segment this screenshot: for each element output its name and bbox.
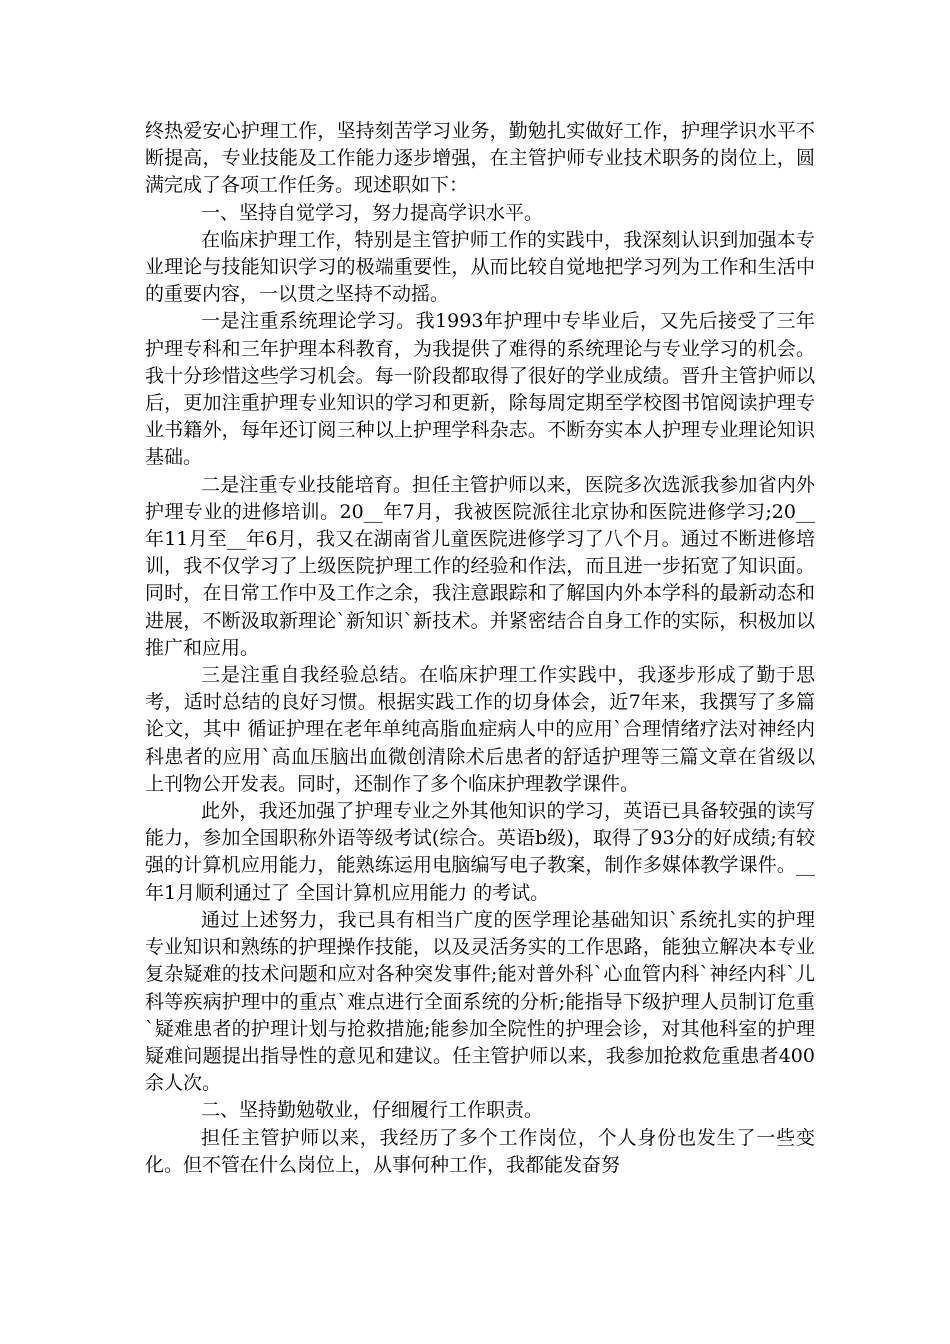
paragraph-experience-summary: 三是注重自我经验总结。在临床护理工作实践中，我逐步形成了勤于思考，适时总结的良好习惯。根据实践工作的切身体会，近7年来，我撰写了多篇论文，其中 循证护理在老年单纯高脂血症病人中的应用`合理情绪疗法对神经内科患者的应用`高血压脑出血微创清除术后患者的舒适护理等三篇文章在省级以上刊物公开发表。同时，还制作了多个临床护理教学课件。 [145,664,815,795]
paragraph-positions: 担任主管护师以来，我经历了多个工作岗位，个人身份也发生了一些变化。但不管在什么岗位上，从事何种工作，我都能发奋努 [145,1126,815,1176]
document-page [145,118,815,1179]
paragraph-study-importance: 在临床护理工作，特别是主管护师工作的实践中，我深刻认识到加强本专业理论与技能知识学习的极端重要性，从而比较自觉地把学习列为工作和生活中的重要内容，一以贯之坚持不动摇。 [145,228,815,306]
paragraph-achievements: 通过上述努力，我已具有相当广度的医学理论基础知识`系统扎实的护理专业知识和熟练的护理操作技能，以及灵活务实的工作思路，能独立解决本专业复杂疑难的技术问题和应对各种突发事件;能对普外科`心血管内科`神经内科`儿科等疾病护理中的重点`难点进行全面系统的分析;能指导下级护理人员制订危重`疑难患者的护理计划与抢救措施;能参加全院性的护理会诊，对其他科室的护理疑难问题提出指导性的意见和建议。任主管护师以来，我参加抢救危重患者400余人次。 [145,908,815,1095]
section-heading-diligence: 二、坚持勤勉敬业，仔细履行工作职责。 [201,1099,544,1122]
paragraph-theory-learning: 一是注重系统理论学习。我1993年护理中专毕业后，又先后接受了三年护理专科和三年护理本科教育，为我提供了难得的系统理论与专业学习的机会。我十分珍惜这些学习机会。每一阶段都取得了很好的学业成绩。晋升主管护师以后，更加注重护理专业知识的学习和更新，除每周定期至学校图书馆阅读护理专业书籍外，每年还订阅三种以上护理学科杂志。不断夯实本人护理专业理论知识基础。 [145,310,815,469]
section-heading-study: 一、坚持自觉学习，努力提高学识水平。 [201,201,544,224]
paragraph-skill-training: 二是注重专业技能培育。担任主管护师以来，医院多次选派我参加省内外护理专业的进修培训。20__年7月，我被医院派往北京协和医院进修学习;20__年11月至__年6月，我又在湖南省儿童医院进修学习了八个月。通过不断进修培训，我不仅学习了上级医院护理工作的经验和作法，而且进一步拓宽了知识面。同时，在日常工作中及工作之余，我注意跟踪和了解国内外本学科的最新动态和进展，不断汲取新理论`新知识`新技术。并紧密结合自身工作的实际，积极加以推广和应用。 [145,473,815,659]
paragraph-intro: 终热爱安心护理工作，坚持刻苦学习业务，勤勉扎实做好工作，护理学识水平不断提高，专业技能及工作能力逐步增强，在主管护师专业技术职务的岗位上，圆满完成了各项工作任务。现述职如下： [145,120,815,197]
paragraph-other-knowledge: 此外，我还加强了护理专业之外其他知识的学习，英语已具备较强的读写能力，参加全国职称外语等级考试(综合。英语b级)，取得了93分的好成绩;有较强的计算机应用能力，能熟练运用电脑编写电子教案，制作多媒体教学课件。__年1月顺利通过了 全国计算机应用能力 的考试。 [145,800,815,904]
